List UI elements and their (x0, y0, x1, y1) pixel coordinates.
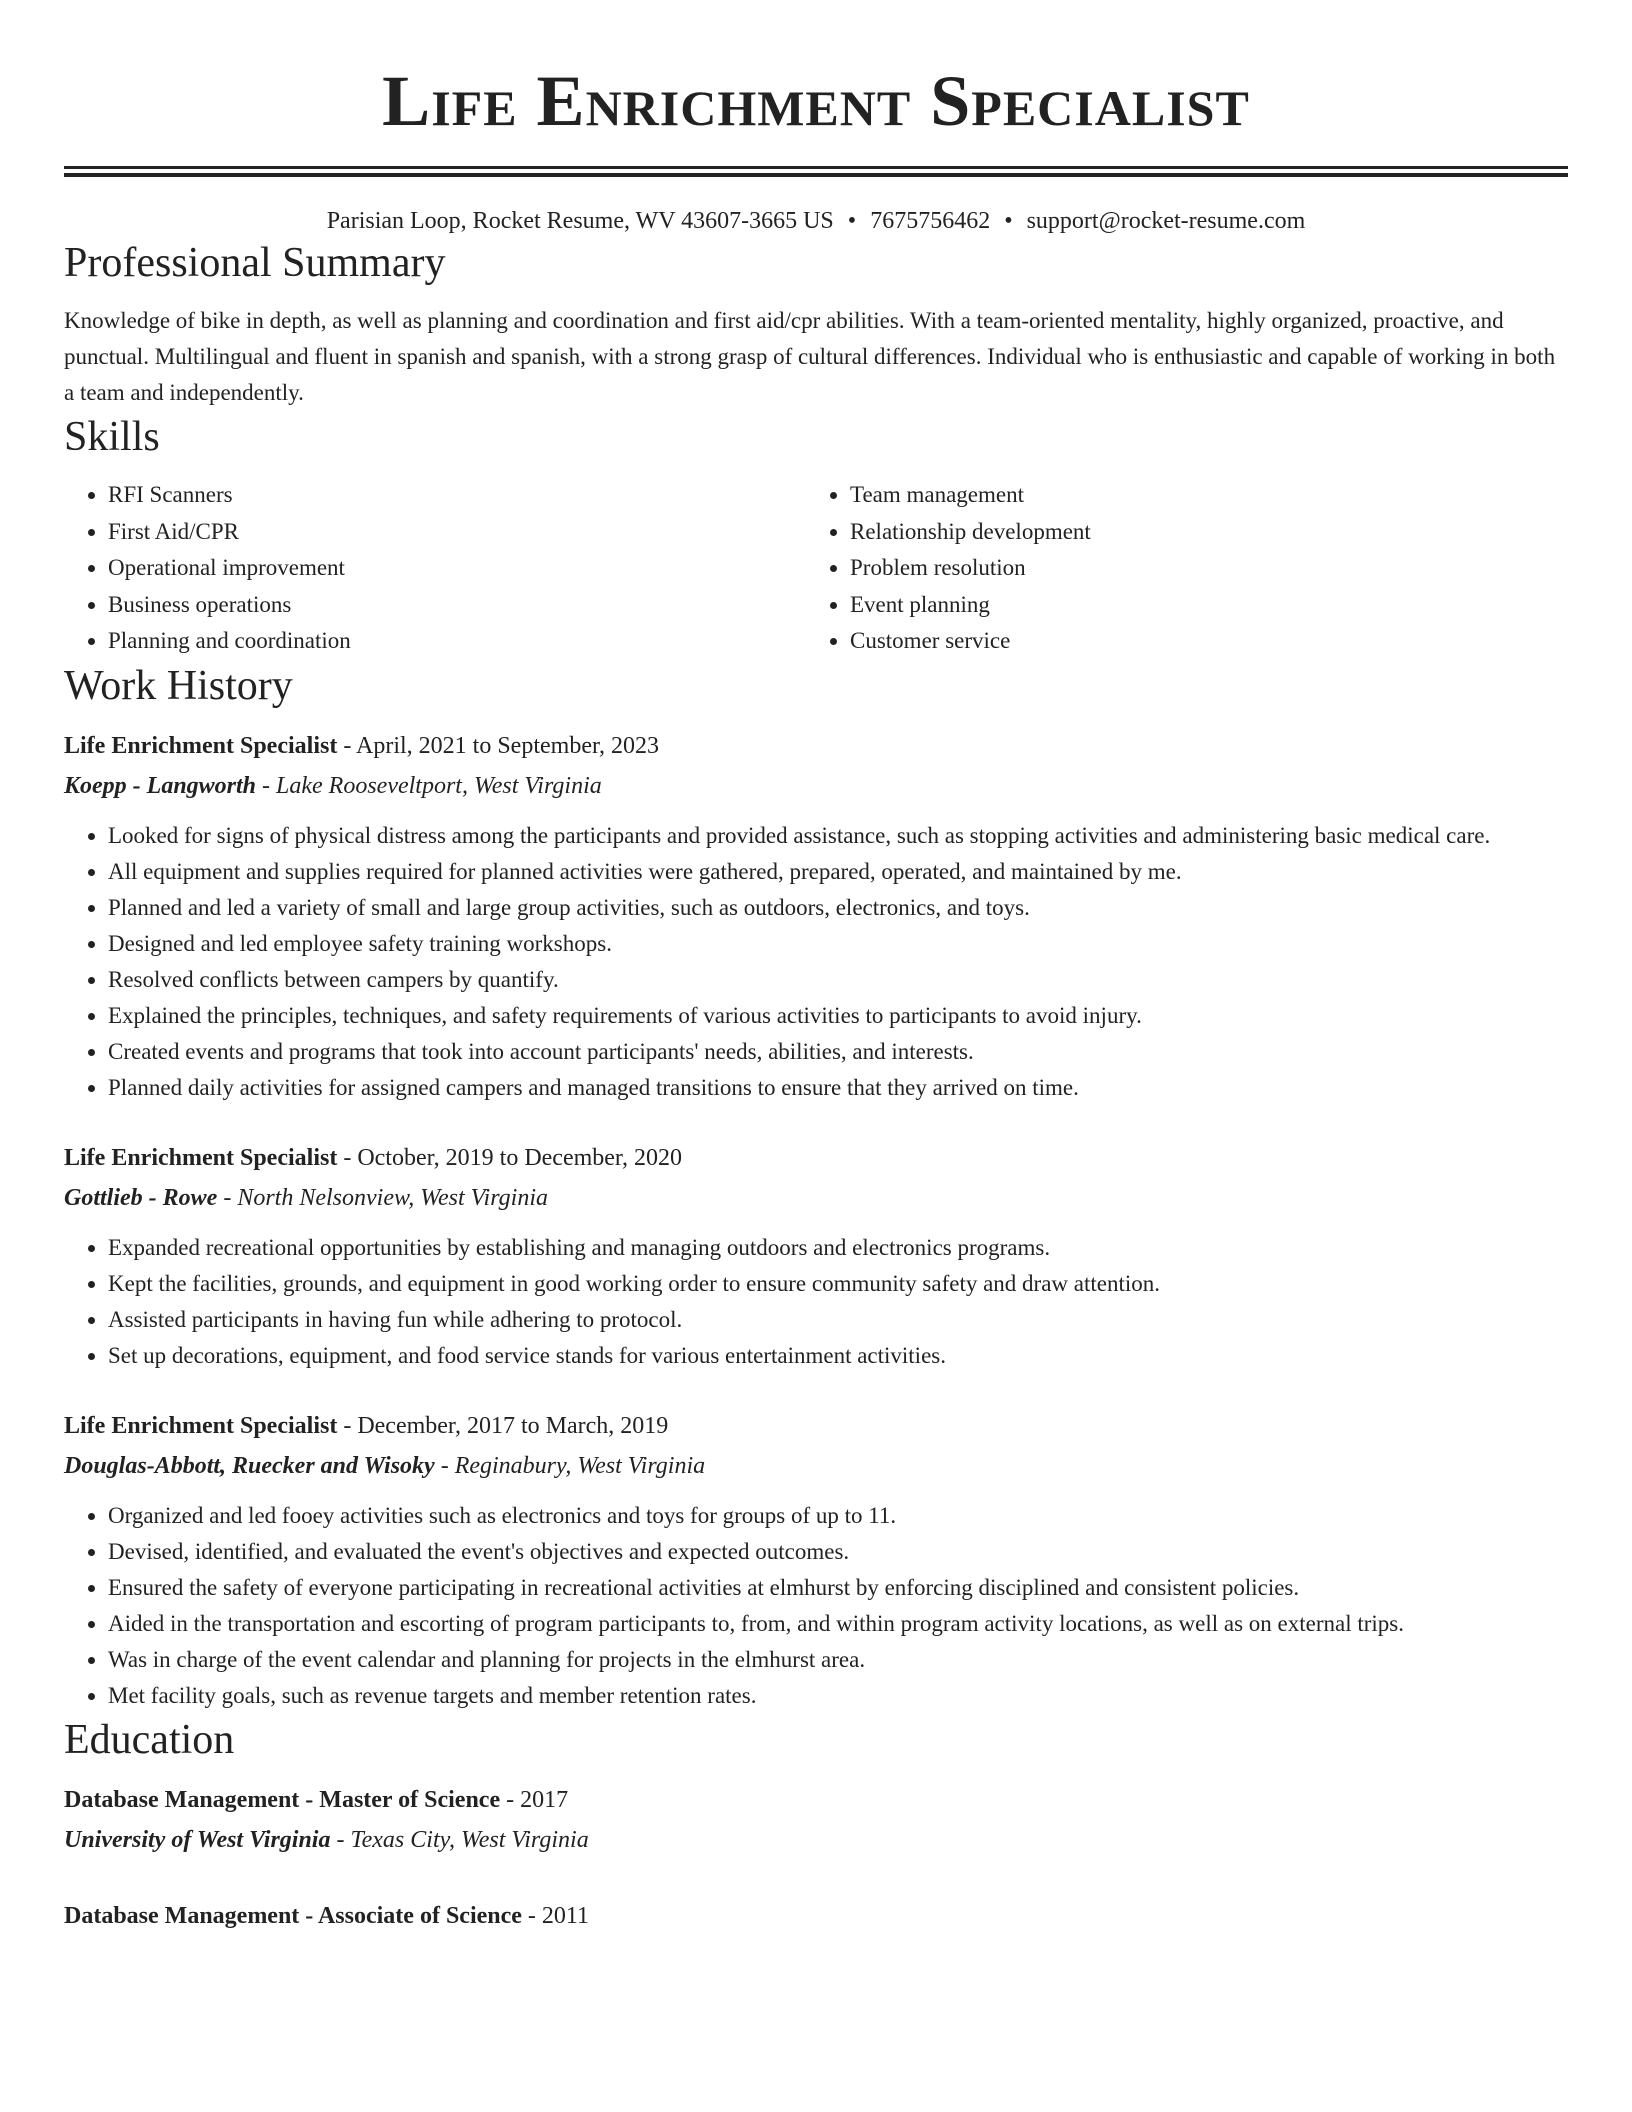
job-company-line (64, 1446, 1568, 1486)
job-company: Douglas-Abbott, Ruecker and Wisoky (64, 1452, 435, 1479)
job-bullet: • Expanded recreational opportunities by establishing and managing outdoors and electronics programs. (108, 1230, 1568, 1266)
job-title-line (64, 1138, 1568, 1178)
education-year: - 2011 (521, 1902, 590, 1929)
contact-address: Parisian Loop, Rocket Resume, WV 43607-3665 US (326, 208, 834, 234)
job-bullet: • Was in charge of the event calendar and planning for projects in the elmhurst area. (108, 1642, 1568, 1678)
skill-item: • Relationship development (850, 514, 1548, 551)
education-location: - Texas City, West Virginia (330, 1826, 589, 1853)
education-year: - 2017 (500, 1786, 569, 1813)
job-bullet: • All equipment and supplies required for planned activities were gathered, prepared, operated, and maintained by me. (108, 854, 1568, 890)
education-degree-line (64, 1896, 1568, 1936)
job-bullet: • Looked for signs of physical distress among the participants and provided assistance, such as stopping activities and administering basic medical care. (108, 818, 1568, 854)
job-company-line (64, 766, 1568, 806)
contact-line (64, 205, 1568, 237)
job-bullet: • Planned daily activities for assigned campers and managed transitions to ensure that they arrived on time. (108, 1070, 1568, 1106)
job-bullets (64, 818, 1568, 1106)
education-school: University of West Virginia (64, 1826, 331, 1853)
education-school-line (64, 1820, 1568, 1860)
job-title-line (64, 1406, 1568, 1446)
education-degree-line (64, 1780, 1568, 1820)
skill-item: • Business operations (108, 587, 806, 624)
skills-column-left (64, 477, 806, 660)
skill-item: • Team management (850, 477, 1548, 514)
job-bullet: • Assisted participants in having fun while adhering to protocol. (108, 1302, 1568, 1338)
job-location: - Lake Rooseveltport, West Virginia (256, 772, 602, 799)
job-bullet: • Organized and led fooey activities such as electronics and toys for groups of up to 11. (108, 1498, 1568, 1534)
skill-item: • First Aid/CPR (108, 514, 806, 551)
job-bullet: • Planned and led a variety of small and large group activities, such as outdoors, electronics, and toys. (108, 890, 1568, 926)
resume-title: Life Enrichment Specialist (382, 61, 1250, 141)
job-bullet: • Aided in the transportation and escorting of program participants to, from, and within program activity locations, as well as on external trips. (108, 1606, 1568, 1642)
summary-heading: Professional Summary (64, 240, 446, 286)
title-divider (64, 166, 1568, 177)
job-bullet: • Kept the facilities, grounds, and equipment in good working order to ensure community safety and draw attention. (108, 1266, 1568, 1302)
job-bullets (64, 1498, 1568, 1714)
contact-separator: • (847, 208, 857, 234)
skills-heading: Skills (64, 414, 160, 460)
skill-item: • Planning and coordination (108, 623, 806, 660)
contact-phone: 7675756462 (870, 208, 991, 234)
job-bullets (64, 1230, 1568, 1374)
job-bullet: • Set up decorations, equipment, and food service stands for various entertainment activities. (108, 1338, 1568, 1374)
job-title: Life Enrichment Specialist (64, 732, 338, 759)
education-entry (64, 1896, 1568, 1936)
summary-text: Knowledge of bike in depth, as well as planning and coordination and first aid/cpr abilities. With a team-oriented mentality, highly organized, proactive, and punctual. Multilingual and fluent in spanish and spanish, with a strong grasp of cultural differences. Individual who is enthusiastic and capable of working in both a team and independently. (64, 308, 1556, 405)
job-entry (64, 1406, 1568, 1714)
skill-item: • Problem resolution (850, 550, 1548, 587)
education-entry (64, 1780, 1568, 1860)
job-location: - Reginabury, West Virginia (434, 1452, 706, 1479)
job-title-line (64, 726, 1568, 766)
job-company: Gottlieb - Rowe (64, 1184, 218, 1211)
job-bullet: • Created events and programs that took into account participants' needs, abilities, and interests. (108, 1034, 1568, 1070)
job-location: - North Nelsonview, West Virginia (217, 1184, 548, 1211)
job-bullet: • Met facility goals, such as revenue targets and member retention rates. (108, 1678, 1568, 1714)
skill-item: • RFI Scanners (108, 477, 806, 514)
education-degree: Database Management - Associate of Science (64, 1902, 522, 1929)
job-entry (64, 726, 1568, 1106)
resume-page (64, 0, 1568, 1936)
job-title: Life Enrichment Specialist (64, 1144, 338, 1171)
skills-list (64, 477, 1568, 660)
job-bullet: • Resolved conflicts between campers by quantify. (108, 962, 1568, 998)
job-bullet: • Designed and led employee safety training workshops. (108, 926, 1568, 962)
job-company-line (64, 1178, 1568, 1218)
contact-separator: • (1004, 208, 1013, 234)
education-heading: Education (64, 1716, 235, 1763)
education-degree: Database Management - Master of Science (64, 1786, 501, 1813)
job-title: Life Enrichment Specialist (64, 1412, 338, 1439)
job-bullet: • Explained the principles, techniques, and safety requirements of various activities to participants to avoid injury. (108, 998, 1568, 1034)
skill-item: • Operational improvement (108, 550, 806, 587)
job-dates: - October, 2019 to December, 2020 (337, 1144, 682, 1171)
job-bullet: • Ensured the safety of everyone participating in recreational activities at elmhurst by enforcing disciplined and consistent policies. (108, 1570, 1568, 1606)
skills-column-right (806, 477, 1548, 660)
job-entry (64, 1138, 1568, 1374)
job-bullet: • Devised, identified, and evaluated the event's objectives and expected outcomes. (108, 1534, 1568, 1570)
job-dates: - December, 2017 to March, 2019 (337, 1412, 669, 1439)
job-dates: - April, 2021 to September, 2023 (337, 732, 659, 759)
skill-item: • Event planning (850, 587, 1548, 624)
skill-item: • Customer service (850, 623, 1548, 660)
job-company: Koepp - Langworth (64, 772, 257, 799)
contact-email: support@rocket-resume.com (1026, 208, 1306, 234)
work-history-heading: Work History (64, 662, 293, 709)
